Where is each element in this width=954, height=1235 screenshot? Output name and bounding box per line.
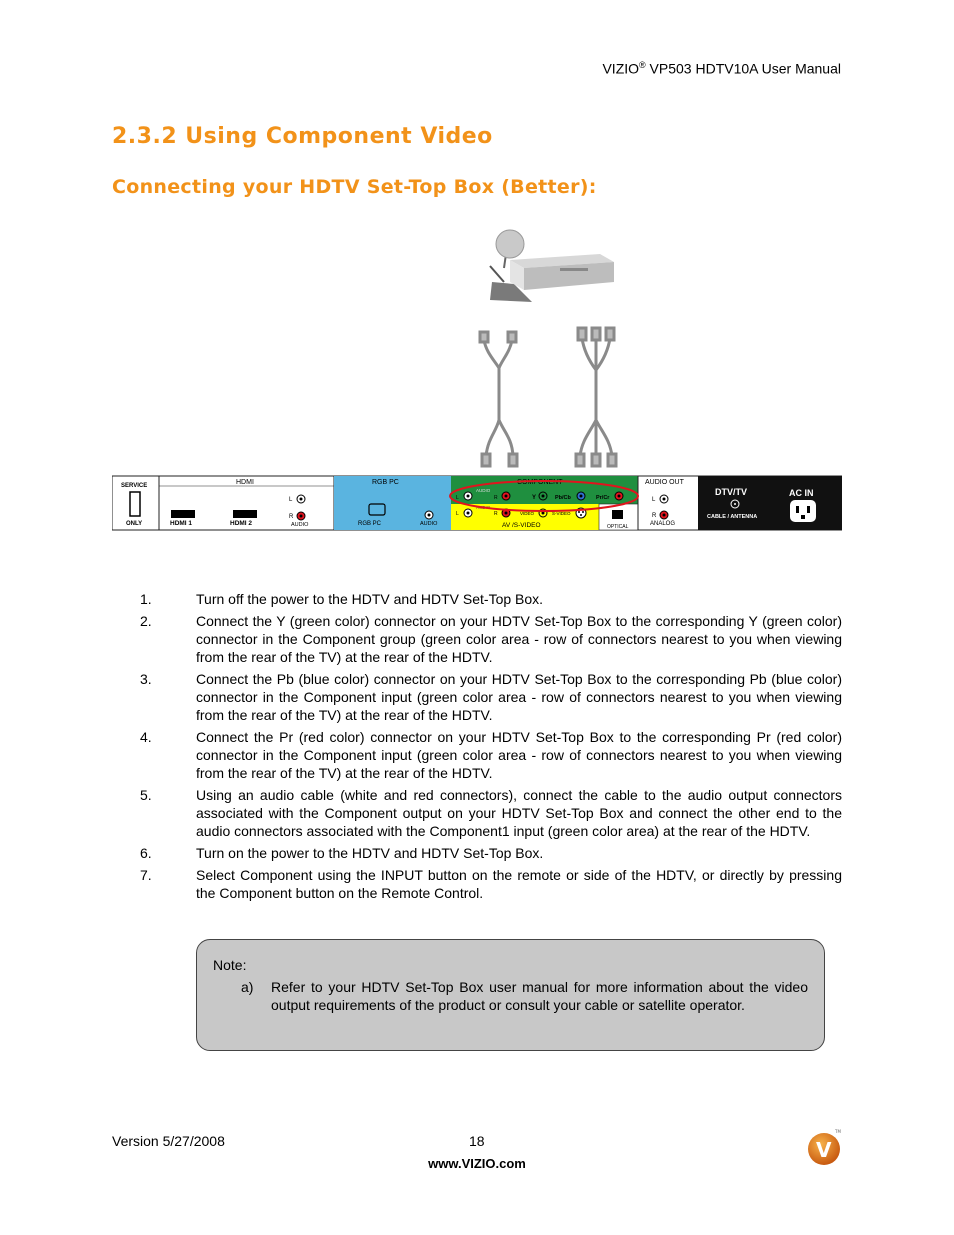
footer-version: Version 5/27/2008 xyxy=(112,1133,225,1149)
av-video-label: VIDEO xyxy=(520,511,535,516)
page-number: 18 xyxy=(469,1133,485,1149)
step-text: Turn off the power to the HDTV and HDTV Set-Top Box. xyxy=(196,591,544,607)
svg-text:TM: TM xyxy=(835,1129,841,1134)
comp-audio-label: AUDIO xyxy=(476,488,491,493)
step-text: Turn on the power to the HDTV and HDTV Set-Top Box. xyxy=(196,845,544,861)
footer-url: www.VIZIO.com xyxy=(428,1156,526,1171)
note-label: Note: xyxy=(213,957,247,973)
note-item xyxy=(241,978,808,1014)
rgb-pc-label: RGB PC xyxy=(358,521,382,527)
vizio-logo-icon xyxy=(807,1127,843,1167)
step-number: 6. xyxy=(140,845,152,861)
step-number: 2. xyxy=(140,613,152,629)
step-item xyxy=(140,670,842,724)
component-cable-icon xyxy=(576,328,616,466)
hdmi-header: HDMI xyxy=(236,479,254,486)
step-number: 3. xyxy=(140,671,152,687)
svg-text:V: V xyxy=(816,1138,832,1162)
audio-out-l-label: L xyxy=(652,497,656,503)
comp-r-label: R xyxy=(494,495,498,501)
step-item xyxy=(140,612,842,666)
service-label: SERVICE xyxy=(121,483,148,489)
hdmi1-port-icon xyxy=(171,510,195,518)
audio-out-header: AUDIO OUT xyxy=(645,479,684,486)
step-item xyxy=(140,786,842,840)
optical-label: OPTICAL xyxy=(607,524,629,530)
rgb-pc-header: RGB PC xyxy=(372,479,399,486)
analog-label: ANALOG xyxy=(650,521,676,527)
section-title: 2.3.2 Using Component Video xyxy=(112,124,493,149)
ac-in-label: AC IN xyxy=(789,488,814,498)
step-item xyxy=(140,866,842,902)
component-header: COMPONENT xyxy=(517,479,563,486)
hdmi1-label: HDMI 1 xyxy=(170,520,193,527)
step-text: Select Component using the INPUT button on the remote or side of the HDTV, or directly by pressing the Component button on the Remote Control. xyxy=(196,867,842,901)
step-number: 7. xyxy=(140,867,152,883)
header-title: VIZIO® VP503 HDTV10A User Manual xyxy=(602,60,841,77)
rgb-audio-label: AUDIO xyxy=(420,521,438,527)
only-label: ONLY xyxy=(126,521,143,527)
rear-panel xyxy=(112,476,842,530)
comp-pr-label: Pr/Cr xyxy=(596,495,610,501)
step-number: 4. xyxy=(140,729,152,745)
av-svideo-label: S-VIDEO xyxy=(552,511,571,516)
av-svideo-group-label: AV /S-VIDEO xyxy=(502,522,541,529)
note-box xyxy=(196,939,825,1051)
av-l-label: L xyxy=(456,511,459,517)
comp-l-label: L xyxy=(456,495,459,501)
dtv-tv-label: DTV/TV xyxy=(715,487,748,497)
av-r-label: R xyxy=(494,511,498,517)
hdmi2-port-icon xyxy=(233,510,257,518)
note-item-text: Refer to your HDTV Set-Top Box user manual for more information about the video output requirements of the product or consult your cable or satellite operator. xyxy=(271,979,808,1013)
hdmi-audio-r-label: R xyxy=(289,514,294,520)
step-item xyxy=(140,844,842,862)
step-text: Connect the Pr (red color) connector on your HDTV Set-Top Box to the corresponding Pr (red color) connector in the Component input (green color area - row of connectors nearest to you when viewing from the rear of the TV) at the rear of the HDTV. xyxy=(196,729,842,781)
step-text: Connect the Pb (blue color) connector on your HDTV Set-Top Box to the corresponding Pb (blue color) connector in the Component input (green color area - row of connectors nearest to you when viewing from the rear of the TV) at the rear of the HDTV. xyxy=(196,671,842,723)
subsection-title: Connecting your HDTV Set-Top Box (Better): xyxy=(112,176,597,198)
step-item xyxy=(140,590,842,608)
step-number: 1. xyxy=(140,591,152,607)
connection-diagram xyxy=(112,220,842,532)
hdmi2-label: HDMI 2 xyxy=(230,520,253,527)
av-audio-label: AUDIO xyxy=(476,505,491,510)
note-item-label: a) xyxy=(241,979,254,995)
audio-out-r-label: R xyxy=(652,513,657,519)
set-top-box-icon xyxy=(510,254,614,290)
step-text: Using an audio cable (white and red connectors), connect the cable to the audio output connectors associated with the Component output on your HDTV Set-Top Box and connect the other end to the audio connectors associated with the Component1 input (green color area) at the rear of the HDTV. xyxy=(196,787,842,839)
steps-list xyxy=(140,590,842,906)
comp-y-label: Y xyxy=(532,495,537,501)
step-item xyxy=(140,728,842,782)
audio-cable-icon xyxy=(480,332,517,466)
cable-antenna-label: CABLE / ANTENNA xyxy=(707,514,758,520)
step-text: Connect the Y (green color) connector on your HDTV Set-Top Box to the corresponding Y (green color) connector in the Component group (green color area - row of connectors nearest to you when viewing from the rear of the TV) at the rear of the HDTV. xyxy=(196,613,842,665)
comp-pb-label: Pb/Cb xyxy=(555,495,571,501)
step-number: 5. xyxy=(140,787,152,803)
optical-port-icon xyxy=(612,510,623,519)
hdmi-audio-label: AUDIO xyxy=(291,522,309,528)
hdmi-audio-l-label: L xyxy=(289,497,293,503)
